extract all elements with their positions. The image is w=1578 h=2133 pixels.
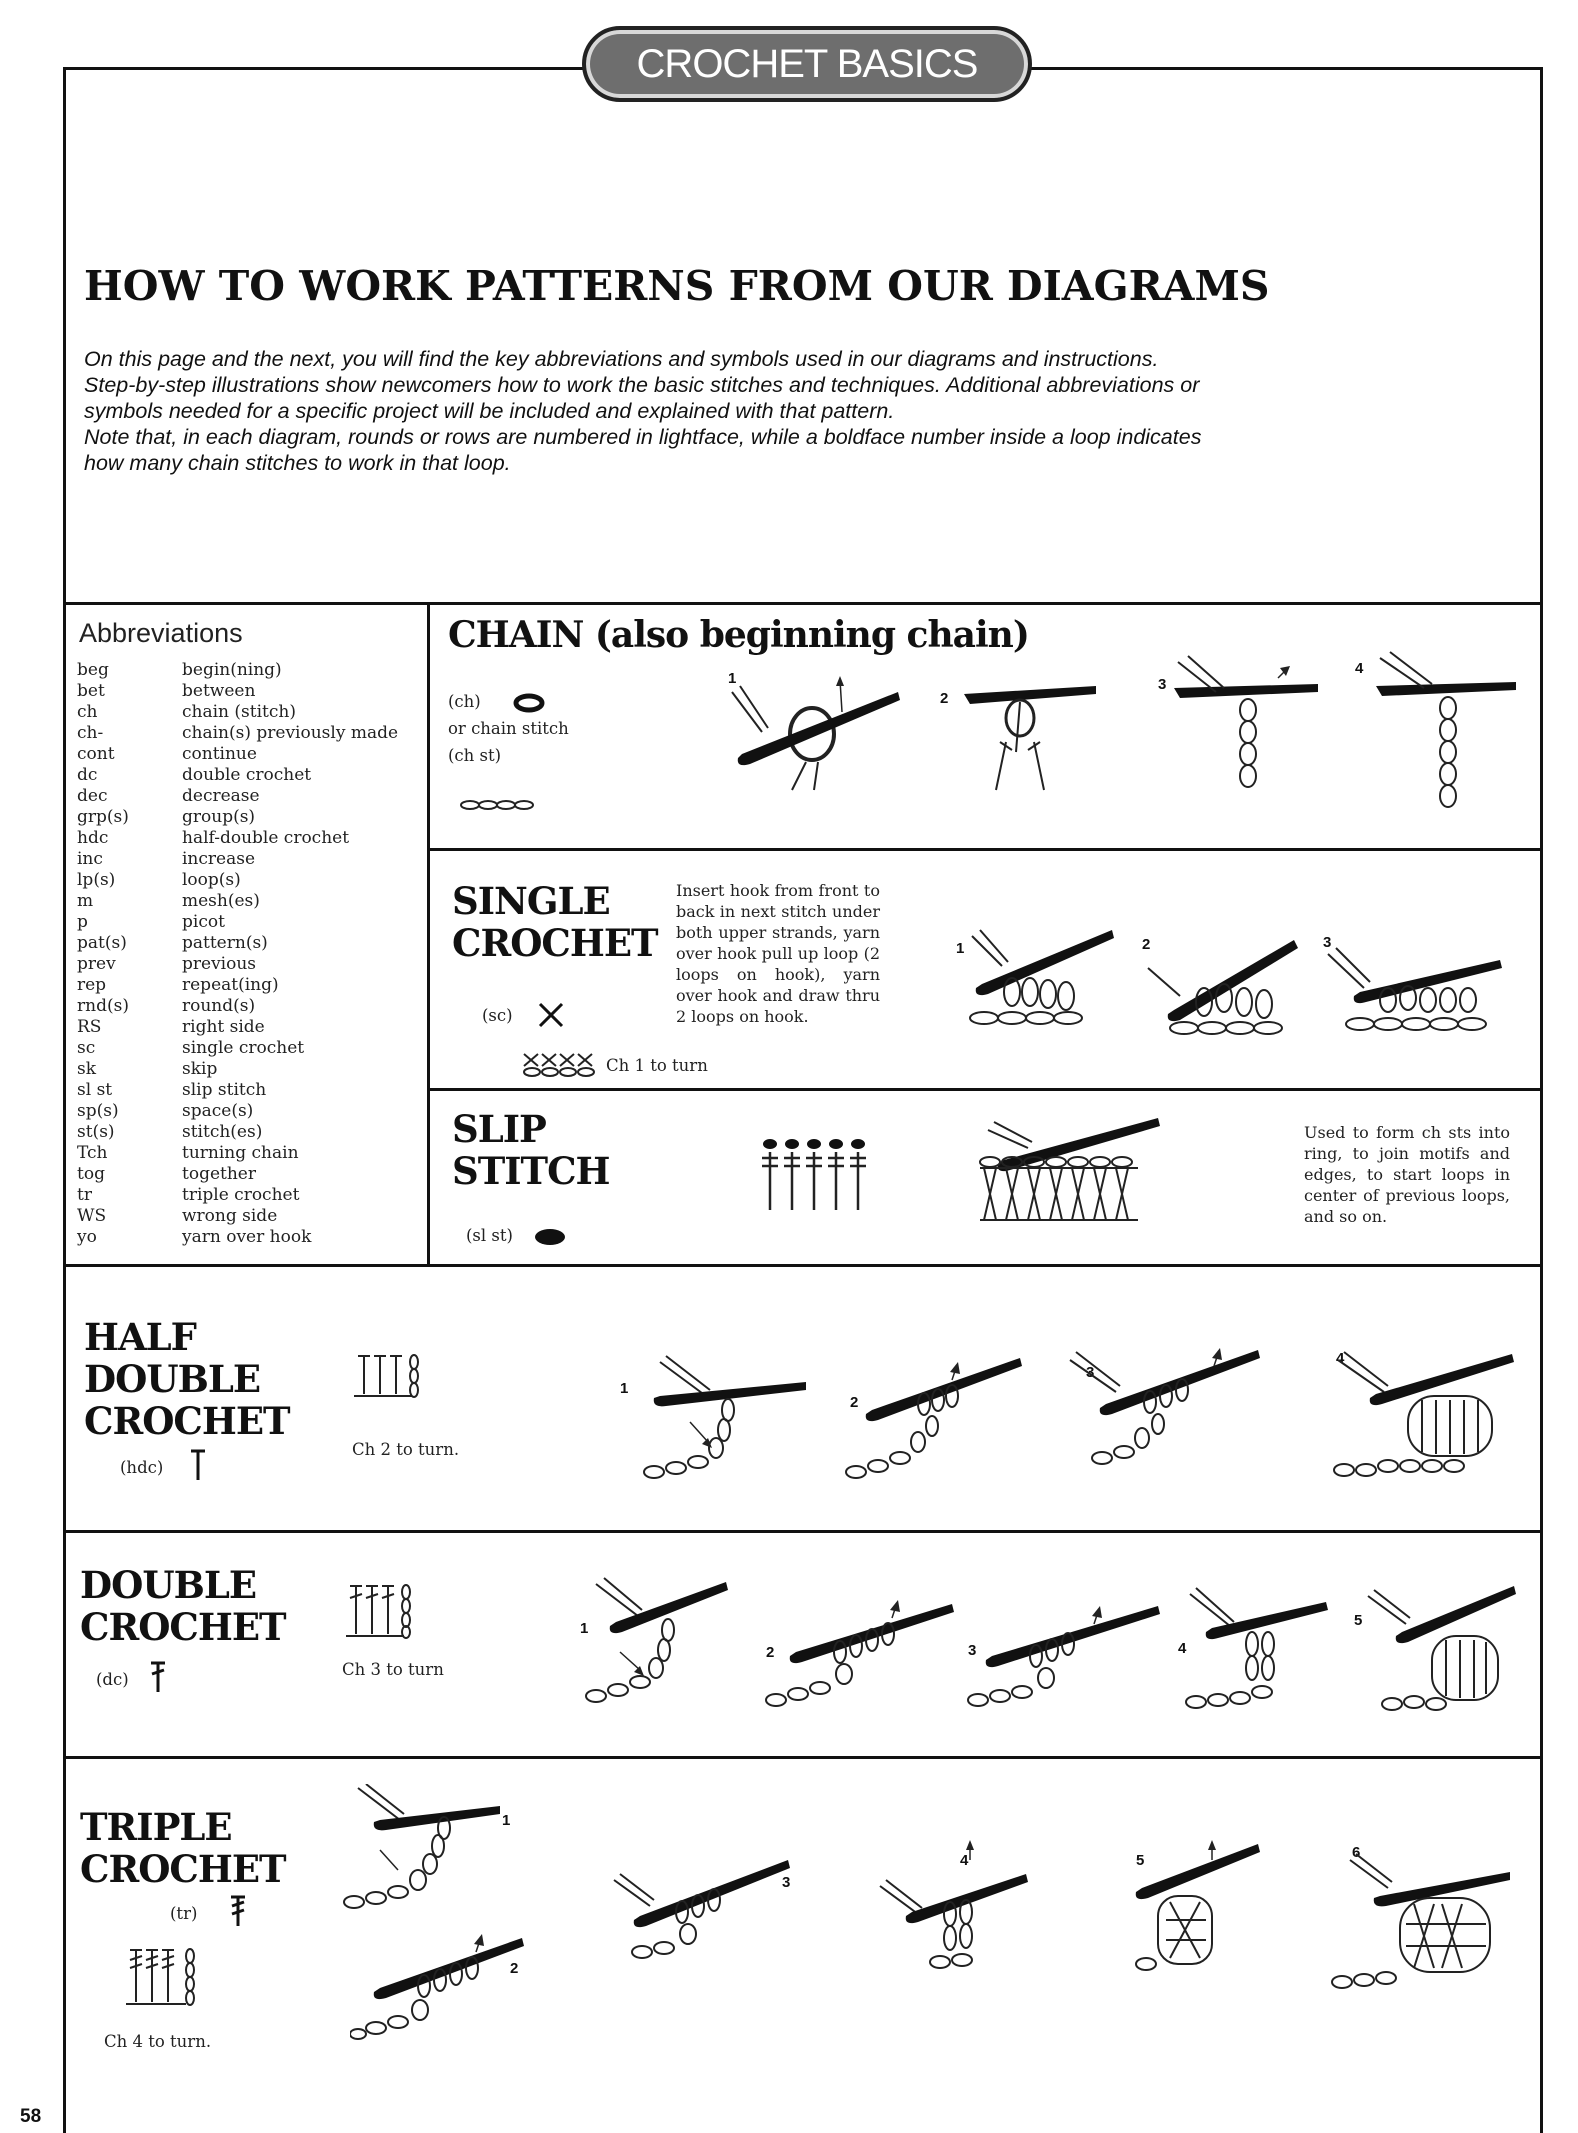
page-number: 58 bbox=[20, 2106, 42, 2127]
abbreviation-meaning: chain(s) previously made bbox=[182, 723, 399, 743]
abbreviation-row bbox=[77, 1059, 429, 1080]
abbreviation-term: tog bbox=[77, 1164, 105, 1184]
abbreviation-term: hdc bbox=[77, 828, 109, 848]
chain-step-4-illustration bbox=[1370, 648, 1520, 828]
abbreviation-meaning: chain (stitch) bbox=[182, 702, 296, 722]
title-line: TRIPLE bbox=[80, 1805, 232, 1849]
intro-line: Note that, in each diagram, rounds or rows are numbered in lightface, while a boldface number inside a loop indicates bbox=[84, 425, 1202, 449]
step-number: 2 bbox=[510, 1960, 519, 1977]
slip-stitch-description: Used to form ch sts into ring, to join motifs and edges, to start loops in center of previous loops, and so on. bbox=[1304, 1123, 1510, 1226]
title-line: CROCHET bbox=[84, 1399, 290, 1443]
half-double-crochet-step-1-illustration bbox=[620, 1352, 810, 1482]
section-header-tab bbox=[582, 26, 1032, 102]
step-number: 3 bbox=[1086, 1364, 1095, 1381]
abbreviation-meaning: triple crochet bbox=[182, 1185, 300, 1205]
abbreviation-row bbox=[77, 891, 429, 912]
abbreviation-row bbox=[77, 765, 429, 786]
single-crochet-description: Insert hook from front to back in next stitch under both upper strands, yarn over hook pull up loop (2 loops on hook), yarn over hook and draw thru 2 loops on hook. bbox=[676, 881, 880, 1026]
double-crochet-step-4-illustration bbox=[1162, 1582, 1332, 1712]
divider bbox=[63, 1756, 1543, 1759]
triple-crochet-step-6-illustration bbox=[1330, 1852, 1520, 1992]
step-number: 2 bbox=[850, 1394, 859, 1411]
abbreviation-meaning: space(s) bbox=[182, 1101, 254, 1121]
abbreviation-row bbox=[77, 1017, 429, 1038]
abbreviation-meaning: wrong side bbox=[182, 1206, 278, 1226]
step-number: 5 bbox=[1136, 1852, 1145, 1869]
abbreviation-term: rep bbox=[77, 975, 107, 995]
double-crochet-step-2-illustration bbox=[760, 1596, 960, 1716]
triple-crochet-symbol-icon bbox=[228, 1894, 248, 1928]
title-line: CROCHET bbox=[452, 921, 658, 965]
abbreviation-term: cont bbox=[77, 744, 115, 764]
slip-stitch-illustration bbox=[968, 1108, 1168, 1228]
abbreviation-term: lp(s) bbox=[77, 870, 116, 890]
abbreviation-term: sl st bbox=[77, 1080, 113, 1100]
title-line: STITCH bbox=[452, 1149, 610, 1193]
abbreviations-title: Abbreviations bbox=[79, 618, 243, 648]
step-number: 2 bbox=[766, 1644, 775, 1661]
abbreviation-term: dec bbox=[77, 786, 108, 806]
abbreviation-row bbox=[77, 1038, 429, 1059]
abbreviation-meaning: single crochet bbox=[182, 1038, 305, 1058]
single-crochet-symbol-icon bbox=[536, 1000, 566, 1030]
abbreviation-term: inc bbox=[77, 849, 103, 869]
abbreviation-meaning: continue bbox=[182, 744, 257, 764]
abbreviation-term: m bbox=[77, 891, 94, 911]
chain-row-symbol-icon bbox=[460, 798, 536, 812]
abbreviation-term: grp(s) bbox=[77, 807, 129, 827]
double-crochet-row-diagram bbox=[344, 1580, 424, 1640]
double-crochet-step-1-illustration bbox=[576, 1572, 736, 1712]
page-title: HOW TO WORK PATTERNS FROM OUR DIAGRAMS bbox=[84, 262, 1270, 310]
chain-symbol-icon bbox=[512, 692, 546, 714]
abbreviation-meaning: repeat(ing) bbox=[182, 975, 279, 995]
half-double-crochet-step-2-illustration bbox=[842, 1350, 1022, 1480]
step-number: 6 bbox=[1352, 1844, 1361, 1861]
slip-stitch-abbr: (sl st) bbox=[466, 1226, 513, 1245]
title-line: SINGLE bbox=[452, 879, 610, 923]
abbreviation-meaning: turning chain bbox=[182, 1143, 299, 1163]
abbreviation-term: yo bbox=[77, 1227, 97, 1247]
double-crochet-step-5-illustration bbox=[1362, 1572, 1522, 1712]
chain-alt-abbr: (ch st) bbox=[448, 746, 502, 765]
section-header-label: CROCHET BASICS bbox=[636, 41, 978, 86]
abbreviation-term: prev bbox=[77, 954, 116, 974]
abbreviation-term: sp(s) bbox=[77, 1101, 119, 1121]
abbreviation-meaning: mesh(es) bbox=[182, 891, 260, 911]
triple-crochet-title bbox=[80, 1806, 286, 1890]
abbreviation-row bbox=[77, 744, 429, 765]
step-number: 1 bbox=[580, 1620, 589, 1637]
abbreviations-list bbox=[77, 660, 429, 1248]
triple-crochet-step-3-illustration bbox=[604, 1846, 804, 1966]
abbreviation-term: bet bbox=[77, 681, 105, 701]
intro-text bbox=[84, 346, 1504, 476]
abbreviation-meaning: picot bbox=[182, 912, 225, 932]
slip-stitch-row-diagram bbox=[758, 1136, 876, 1216]
half-double-crochet-symbol-icon bbox=[188, 1448, 208, 1482]
abbreviation-term: ch bbox=[77, 702, 98, 722]
abbreviation-meaning: previous bbox=[182, 954, 257, 974]
abbreviation-meaning: double crochet bbox=[182, 765, 312, 785]
double-crochet-title bbox=[80, 1564, 286, 1648]
abbreviation-row bbox=[77, 681, 429, 702]
abbreviation-term: Tch bbox=[77, 1143, 108, 1163]
slip-stitch-symbol-icon bbox=[532, 1226, 568, 1248]
title-line: SLIP bbox=[452, 1107, 546, 1151]
title-line: DOUBLE bbox=[80, 1563, 257, 1607]
abbreviation-row bbox=[77, 1101, 429, 1122]
abbreviation-row bbox=[77, 933, 429, 954]
title-line: DOUBLE bbox=[84, 1357, 261, 1401]
abbreviation-meaning: yarn over hook bbox=[182, 1227, 312, 1247]
double-crochet-turn: Ch 3 to turn bbox=[342, 1660, 444, 1679]
abbreviation-meaning: increase bbox=[182, 849, 256, 869]
abbreviation-row bbox=[77, 1164, 429, 1185]
intro-line: symbols needed for a specific project will be included and explained with that pattern. bbox=[84, 399, 895, 423]
half-double-crochet-abbr: (hdc) bbox=[120, 1458, 164, 1477]
abbreviation-meaning: begin(ning) bbox=[182, 660, 282, 680]
single-crochet-title bbox=[452, 880, 658, 964]
abbreviation-row bbox=[77, 1122, 429, 1143]
step-number: 4 bbox=[1336, 1350, 1345, 1367]
triple-crochet-step-2-illustration bbox=[350, 1930, 530, 2040]
chain-abbr: (ch) bbox=[448, 692, 481, 711]
abbreviation-meaning: decrease bbox=[182, 786, 260, 806]
chain-alt: or chain stitch bbox=[448, 719, 569, 738]
abbreviation-row bbox=[77, 807, 429, 828]
abbreviation-row bbox=[77, 912, 429, 933]
abbreviation-term: pat(s) bbox=[77, 933, 127, 953]
abbreviation-term: ch- bbox=[77, 723, 104, 743]
abbreviation-row bbox=[77, 723, 429, 744]
step-number: 3 bbox=[968, 1642, 977, 1659]
abbreviation-term: WS bbox=[77, 1206, 107, 1226]
single-crochet-step-2-illustration bbox=[1144, 932, 1304, 1042]
abbreviation-meaning: group(s) bbox=[182, 807, 256, 827]
step-number: 1 bbox=[620, 1380, 629, 1397]
abbreviation-meaning: round(s) bbox=[182, 996, 256, 1016]
abbreviation-row bbox=[77, 828, 429, 849]
chain-step-1-illustration bbox=[722, 672, 902, 792]
divider bbox=[430, 848, 1543, 851]
triple-crochet-step-4-illustration bbox=[876, 1840, 1036, 1970]
abbreviation-row bbox=[77, 786, 429, 807]
intro-line: On this page and the next, you will find the key abbreviations and symbols used in our diagrams and instructions. bbox=[84, 347, 1159, 371]
abbreviation-term: RS bbox=[77, 1017, 102, 1037]
abbreviation-row bbox=[77, 975, 429, 996]
abbreviation-meaning: right side bbox=[182, 1017, 265, 1037]
single-crochet-abbr: (sc) bbox=[482, 1006, 513, 1025]
slip-stitch-title bbox=[452, 1108, 610, 1192]
intro-line: how many chain stitches to work in that loop. bbox=[84, 451, 511, 475]
step-number: 1 bbox=[728, 670, 737, 687]
abbreviation-meaning: stitch(es) bbox=[182, 1122, 263, 1142]
step-number: 2 bbox=[1142, 936, 1151, 953]
abbreviation-row bbox=[77, 1185, 429, 1206]
triple-crochet-step-5-illustration bbox=[1108, 1832, 1268, 1972]
step-number: 3 bbox=[782, 1874, 791, 1891]
single-crochet-row-symbol-icon bbox=[520, 1052, 600, 1078]
triple-crochet-row-diagram bbox=[124, 1944, 208, 2008]
abbreviation-meaning: between bbox=[182, 681, 256, 701]
step-number: 5 bbox=[1354, 1612, 1363, 1629]
single-crochet-step-1-illustration bbox=[962, 926, 1114, 1036]
intro-line: Step-by-step illustrations show newcomers how to work the basic stitches and techniques. Additional abbreviations or bbox=[84, 373, 1200, 397]
step-number: 3 bbox=[1158, 676, 1167, 693]
abbreviation-term: sk bbox=[77, 1059, 97, 1079]
abbreviation-row bbox=[77, 1080, 429, 1101]
divider bbox=[63, 1530, 1543, 1533]
step-number: 4 bbox=[960, 1852, 969, 1869]
abbreviation-meaning: together bbox=[182, 1164, 256, 1184]
step-number: 1 bbox=[502, 1812, 511, 1829]
triple-crochet-abbr: (tr) bbox=[170, 1904, 198, 1923]
abbreviation-meaning: slip stitch bbox=[182, 1080, 267, 1100]
title-line: CROCHET bbox=[80, 1847, 286, 1891]
chain-step-3-illustration bbox=[1168, 648, 1328, 808]
double-crochet-abbr: (dc) bbox=[96, 1670, 129, 1689]
abbreviation-term: tr bbox=[77, 1185, 92, 1205]
step-number: 1 bbox=[956, 940, 965, 957]
abbreviation-term: dc bbox=[77, 765, 98, 785]
divider bbox=[63, 1264, 1543, 1267]
step-number: 2 bbox=[940, 690, 949, 707]
step-number: 4 bbox=[1178, 1640, 1187, 1657]
chain-step-2-illustration bbox=[960, 672, 1100, 792]
divider bbox=[430, 1088, 1543, 1091]
half-double-crochet-step-4-illustration bbox=[1318, 1330, 1518, 1480]
chain-title: CHAIN (also beginning chain) bbox=[448, 614, 1029, 656]
abbreviation-row bbox=[77, 849, 429, 870]
abbreviation-row bbox=[77, 954, 429, 975]
step-number: 4 bbox=[1355, 660, 1364, 677]
step-number: 3 bbox=[1323, 934, 1332, 951]
abbreviation-meaning: pattern(s) bbox=[182, 933, 268, 953]
double-crochet-step-3-illustration bbox=[966, 1596, 1166, 1716]
abbreviations-panel bbox=[63, 604, 430, 1264]
half-double-crochet-row-diagram bbox=[352, 1350, 432, 1400]
abbreviation-term: beg bbox=[77, 660, 109, 680]
single-crochet-turn: Ch 1 to turn bbox=[606, 1056, 708, 1075]
abbreviation-term: sc bbox=[77, 1038, 96, 1058]
abbreviation-row bbox=[77, 1227, 429, 1248]
title-line: CROCHET bbox=[80, 1605, 286, 1649]
title-line: HALF bbox=[84, 1315, 196, 1359]
abbreviation-meaning: half-double crochet bbox=[182, 828, 350, 848]
abbreviation-row bbox=[77, 1206, 429, 1227]
half-double-crochet-turn: Ch 2 to turn. bbox=[352, 1440, 460, 1459]
abbreviation-term: rnd(s) bbox=[77, 996, 129, 1016]
half-double-crochet-title bbox=[84, 1316, 290, 1442]
abbreviation-meaning: skip bbox=[182, 1059, 218, 1079]
abbreviation-row bbox=[77, 996, 429, 1017]
abbreviation-row bbox=[77, 702, 429, 723]
abbreviation-term: st(s) bbox=[77, 1122, 115, 1142]
abbreviation-term: p bbox=[77, 912, 88, 932]
abbreviation-row bbox=[77, 870, 429, 891]
abbreviation-meaning: loop(s) bbox=[182, 870, 241, 890]
single-crochet-step-3-illustration bbox=[1320, 940, 1520, 1040]
double-crochet-symbol-icon bbox=[148, 1660, 168, 1694]
half-double-crochet-step-3-illustration bbox=[1062, 1330, 1262, 1470]
abbreviation-row bbox=[77, 1143, 429, 1164]
abbreviation-row bbox=[77, 660, 429, 681]
triple-crochet-turn: Ch 4 to turn. bbox=[104, 2032, 212, 2051]
triple-crochet-step-1-illustration bbox=[340, 1784, 530, 1914]
